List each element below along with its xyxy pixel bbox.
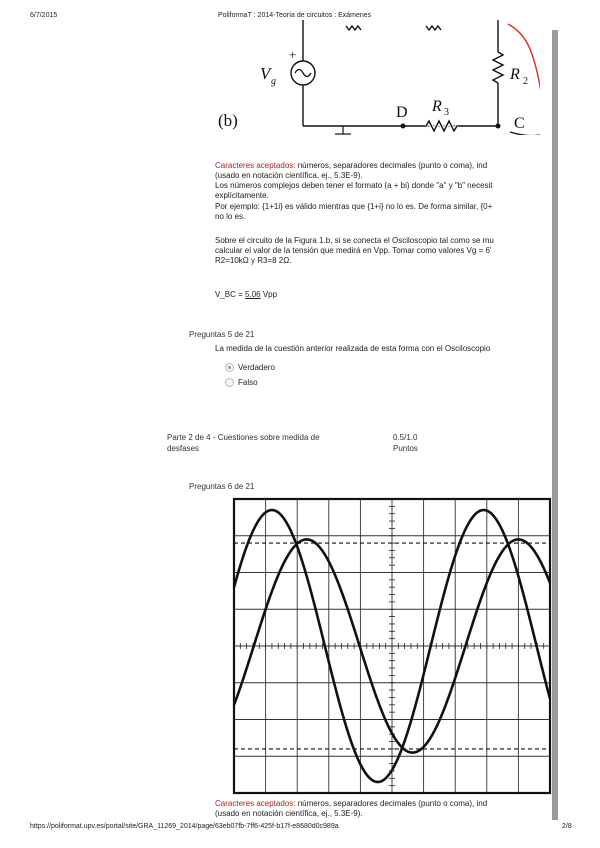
accepted-chars-line: [215, 161, 487, 171]
r3-label: R: [432, 98, 442, 115]
part-2-title: Parte 2 de 4 - Cuestiones sobre medida de: [167, 433, 320, 442]
accepted-chars-rest-q6: números, separadores decimales (punto o coma), ind: [295, 799, 488, 808]
top-resistor-hint: [346, 26, 441, 30]
complex-format-line: Los números complejos deben tener el formato (a + bi) donde "a" y "b" necesit: [215, 181, 493, 190]
answer-unit: Vpp: [260, 290, 278, 299]
answer-line: [215, 290, 277, 300]
footer-url: https://poliformat.upv.es/portal/site/GRA_11269_2014/page/63eb07fb-7ff6-425f-b17f-e8680d0c989a: [30, 823, 339, 830]
r2-label: R: [510, 66, 520, 83]
answer-prefix: V_BC =: [215, 290, 246, 299]
r2-resistor: [493, 52, 503, 83]
accepted-chars-line-2: (usado en notación científica, ej., 5.3E-9).: [215, 171, 363, 180]
node-d-dot: [401, 124, 406, 129]
question-5-text: La medida de la cuestión anterior realizada de esta forma con el Osciloscopio: [215, 344, 491, 353]
probe-wire-black: [510, 132, 540, 135]
question-text-1: Sobre el circuito de la Figura 1.b, si se conecta el Osciloscopio tal como se mu: [215, 236, 494, 245]
r3-sub: 3: [444, 107, 449, 118]
accepted-chars-label: Caracteres aceptados:: [215, 161, 296, 170]
vg-label: V: [260, 64, 271, 83]
accepted-chars-line-q6: [215, 799, 487, 809]
complex-format-line-2: explícitamente.: [215, 191, 269, 200]
example-line: Por ejemplo: {1+1i} es válido mientras que {1+i} no lo es. De forma similar, {0+: [215, 202, 493, 211]
part-2-score-label: Puntos: [393, 444, 418, 453]
option-falso-label: Falso: [238, 378, 258, 387]
r2-sub: 2: [523, 76, 528, 87]
vg-sub: g: [271, 76, 276, 87]
node-d-label: D: [396, 104, 408, 121]
scrollbar[interactable]: [552, 30, 558, 820]
question-text-3: R2=10kΩ y R3=8 2Ω.: [215, 256, 292, 265]
accepted-chars-line-q6-2: (usado en notación científica, ej., 5.3E-9).: [215, 809, 363, 818]
figure-label-b: (b): [218, 111, 238, 130]
part-2-title-line-2: desfases: [167, 444, 200, 453]
circuit-diagram: [210, 10, 540, 135]
answer-value[interactable]: 5.06: [245, 290, 261, 299]
accepted-chars-label-q6: Caracteres aceptados:: [215, 799, 296, 808]
radio-falso[interactable]: [225, 378, 234, 387]
option-verdadero-label: Verdadero: [238, 363, 275, 372]
source-plus: +: [289, 47, 297, 62]
node-c-label: C: [514, 115, 525, 132]
question-5-heading: Preguntas 5 de 21: [189, 330, 255, 339]
part-2-score: 0.5/1.0: [393, 433, 418, 442]
oscilloscope-plot: [232, 497, 552, 797]
accepted-chars-rest: números, separadores decimales (punto o coma), ind: [295, 161, 488, 170]
question-text-2: calcular el valor de la tensión que medirá en Vpp. Tomar como valores Vg = 6': [215, 246, 492, 255]
print-date: 6/7/2015: [30, 12, 58, 19]
question-6-heading: Preguntas 6 de 21: [189, 482, 255, 491]
radio-verdadero[interactable]: [225, 363, 234, 372]
page-title: PoliformaT : 2014-Teoría de circuitos : Exámenes: [218, 12, 372, 19]
footer-page-number: 2/8: [562, 823, 572, 830]
example-line-2: no lo es.: [215, 212, 246, 221]
probe-wire-red: [508, 24, 540, 99]
